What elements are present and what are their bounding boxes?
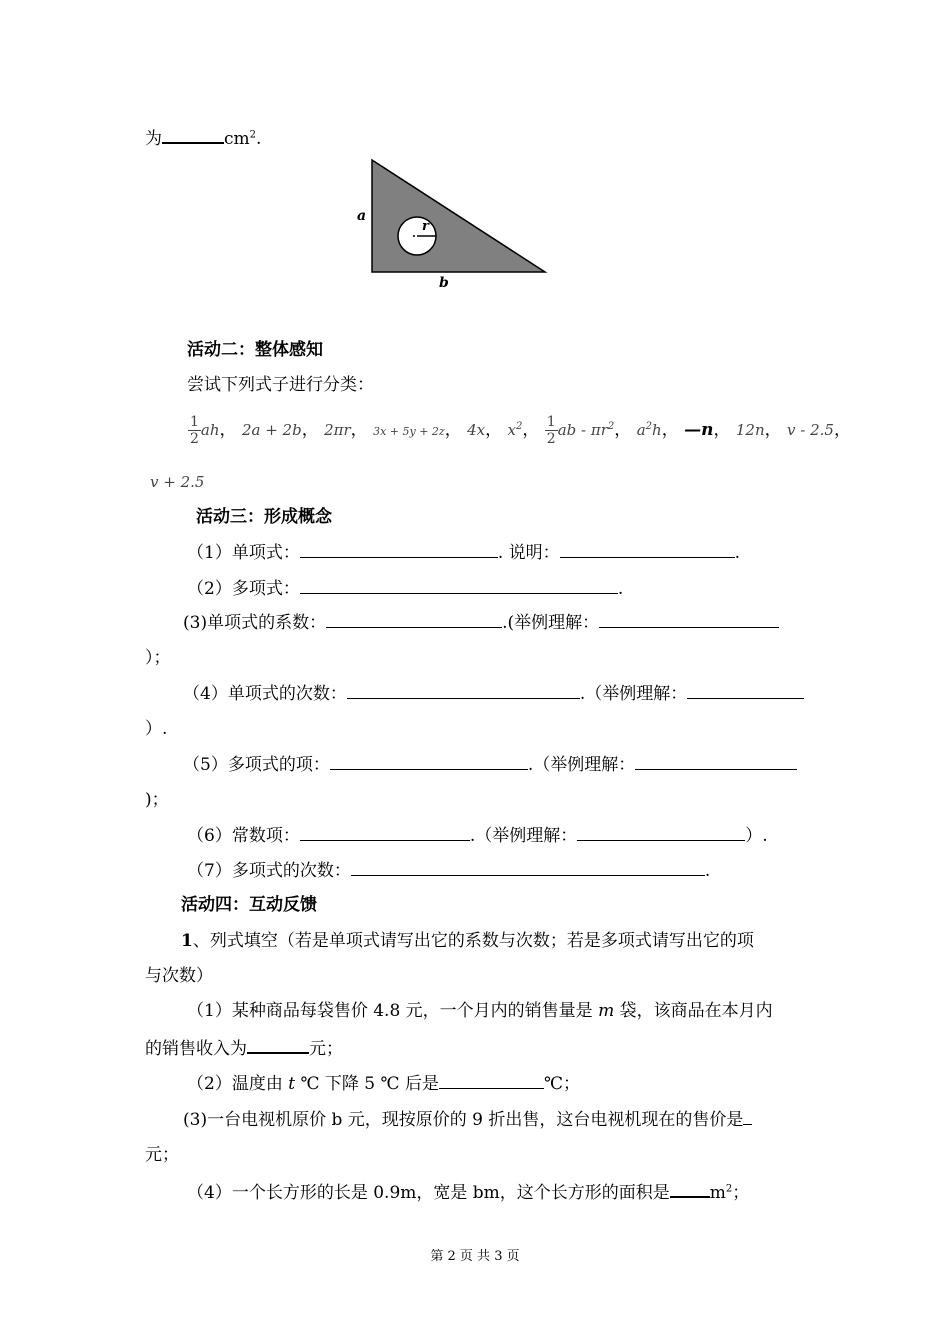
monomial-note-blank[interactable]: [560, 540, 735, 558]
expr-6: $x^2$: [507, 421, 523, 439]
revenue-blank[interactable]: [247, 1035, 309, 1054]
expr-4: 3x + 5y + 2z: [373, 425, 445, 438]
problem-4: （4）一个长方形的长是 0.9m，宽是 bm，这个长方形的面积是 $m^2$；: [187, 1179, 749, 1205]
item-5-cont: )；: [145, 790, 169, 810]
item-3: (3)单项式的系数： .(举例理解：: [183, 610, 779, 635]
question-1: 1、列式填空（若是单项式请写出它的系数与次数；若是多项式请写出它的项: [181, 931, 754, 951]
intro-unit: cm: [224, 129, 250, 149]
tv-price-blank[interactable]: [743, 1107, 752, 1125]
item-6: （6）常数项： .（举例理解： ）.: [187, 823, 768, 848]
center-dot: [413, 235, 415, 237]
constant-term-example-blank[interactable]: [577, 823, 745, 841]
label-a: a: [357, 208, 367, 224]
expr-1-var: ah: [200, 421, 220, 439]
item-4: （4）单项式的次数： .（举例理解：: [183, 681, 804, 706]
expr-1-frac: $\frac{1}{2}$: [190, 414, 199, 447]
item-4-cont: ）.: [145, 719, 168, 739]
item-7: （7）多项式的次数： .: [187, 858, 710, 883]
label-r: r: [422, 219, 429, 234]
activity4-title: 活动四：互动反馈: [181, 895, 317, 915]
area-blank[interactable]: [162, 125, 224, 144]
problem-1-cont: 的销售收入为 元；: [145, 1035, 343, 1061]
activity2-instruction: 尝试下列式子进行分类：: [187, 375, 374, 395]
coefficient-blank[interactable]: [326, 610, 502, 628]
expr-11: v - 2.5: [787, 421, 834, 439]
item-3-cont: ）；: [145, 648, 171, 668]
activity2-title: 活动二：整体感知: [187, 340, 323, 360]
coefficient-example-blank[interactable]: [599, 610, 779, 628]
item-5: （5）多项式的项： .（举例理解：: [183, 752, 797, 777]
rectangle-area-blank[interactable]: [670, 1179, 710, 1198]
triangle-shape: [372, 160, 545, 272]
expr-3: 2πr: [324, 421, 351, 439]
intro-suffix: .: [256, 129, 262, 149]
polynomial-terms-example-blank[interactable]: [635, 752, 797, 770]
question-1-cont: 与次数）: [145, 966, 213, 986]
monomial-degree-blank[interactable]: [347, 681, 580, 699]
page-footer: 第 2 页 共 3 页: [430, 1249, 520, 1264]
intro-line: [145, 125, 261, 151]
monomial-degree-example-blank[interactable]: [687, 681, 804, 699]
expr-9: —n: [684, 420, 714, 440]
polynomial-blank[interactable]: [300, 576, 618, 594]
triangle-figure: [340, 150, 560, 300]
intro-prefix: 为: [145, 129, 162, 149]
expr-5: 4x: [467, 421, 486, 439]
temperature-blank[interactable]: [439, 1071, 544, 1089]
intro-sup: 2: [249, 129, 257, 141]
problem-2: （2）温度由 t ℃ 下降 5 ℃ 后是 ℃；: [187, 1071, 580, 1096]
item-1: （1）单项式： . 说明： .: [187, 540, 740, 565]
polynomial-terms-blank[interactable]: [330, 752, 528, 770]
problem-3: (3)一台电视机原价 b 元，现按原价的 9 折出售，这台电视机现在的售价是: [183, 1107, 752, 1132]
label-b: b: [439, 275, 449, 291]
expr-7-var: ab - $\pi r^2$: [557, 421, 615, 439]
polynomial-degree-blank[interactable]: [351, 858, 705, 876]
constant-term-blank[interactable]: [300, 823, 470, 841]
monomial-blank[interactable]: [300, 540, 498, 558]
problem-1: （1）某种商品每袋售价 4.8 元，一个月内的销售量是 m 袋，该商品在本月内: [187, 1001, 773, 1021]
activity3-title: 活动三：形成概念: [196, 507, 332, 527]
item-2: （2）多项式： .: [187, 576, 623, 601]
expr-12: v + 2.5: [150, 473, 205, 491]
expression-list: $\frac{1}{2}$ ah， 2a + 2b， 2πr， 3x + 5y + 2z， 4x， $x^2$， $\frac{1}{2}$ ab - $\pi r^2$， $a^2h$， —n， 12n， v - 2.5，: [190, 414, 851, 447]
expr-7-frac: $\frac{1}{2}$: [546, 414, 556, 447]
expr-8: $a^2h$: [636, 421, 662, 439]
expr-10: 12n: [735, 421, 765, 439]
problem-3-cont: 元；: [145, 1145, 179, 1165]
expr-2: 2a + 2b: [241, 421, 302, 439]
